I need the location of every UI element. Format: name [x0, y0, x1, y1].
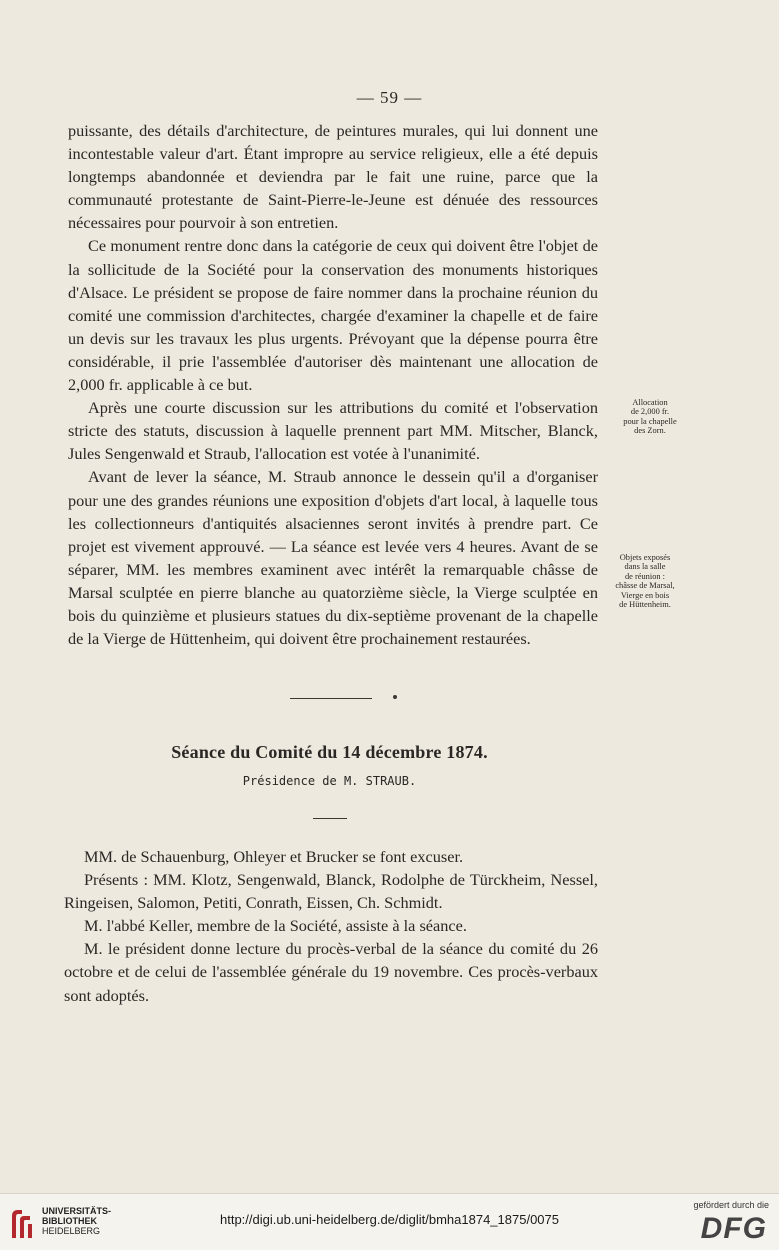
- margin-note-line: de réunion :: [624, 571, 665, 581]
- library-name-line: BIBLIOTHEK: [42, 1216, 97, 1226]
- margin-note-allocation: [608, 398, 692, 436]
- paragraph: Avant de lever la séance, M. Straub annonce le dessein qu'il a d'organiser pour une des grandes réunions une exposition d'objets d'art local, à laquelle tous les collectionneurs d'antiquités alsaciennes seront invités à prendre part. Ce projet est vivement approuvé. — La séance est levée vers 4 heures. Avant de se séparer, MM. les membres examinent avec intérêt la remarquable châsse de Marsal sculptée en pierre blanche au quatorzième siècle, la Vierge sculptée en bois du quinzième et plusieurs statues du dix-septième provenant de la chapelle de la Vierge de Hüttenheim, qui doivent être prochainement restaurées.: [68, 467, 598, 649]
- body-text-bottom: [64, 845, 598, 1007]
- margin-note-line: pour la chapelle: [623, 416, 677, 426]
- paragraph: Après une courte discussion sur les attributions du comité et l'observation stricte des statuts, discussion à laquelle prennent part MM. Mitscher, Blanck, Jules Sengenwald et Straub, l'allocation est votée à l'unanimité.: [68, 398, 598, 464]
- margin-note-line: de Hüttenheim.: [619, 600, 671, 610]
- source-url-link[interactable]: http://digi.ub.uni-heidelberg.de/diglit/bmha1874_1875/0075: [220, 1212, 559, 1227]
- page-number: — 59 —: [356, 88, 423, 107]
- divider-dot: [393, 695, 397, 699]
- margin-note-line: dans la salle: [624, 562, 666, 572]
- funded-by-caption: gefördert durch die: [693, 1200, 769, 1210]
- dfg-logo: DFG: [700, 1212, 767, 1245]
- footer-bar: [0, 1193, 779, 1250]
- presidence-line: Présidence de M. STRAUB.: [242, 774, 417, 788]
- paragraph: MM. de Schauenburg, Ohleyer et Brucker se font excuser.: [84, 847, 464, 866]
- margin-note-line: Objets exposés: [619, 553, 671, 562]
- paragraph: M. l'abbé Keller, membre de la Société, assiste à la séance.: [84, 916, 467, 936]
- paragraph: puissante, des détails d'architecture, de peintures murales, qui lui donnent une incontestable valeur d'art. Étant impropre au service religieux, elle a été depuis longtemps abandonnée et deviendra par le fait une ruine, parce que la communauté protestante de Saint-Pierre-le-Jeune est dénuée des ressources nécessaires pour pourvoir à son entretien.: [68, 121, 598, 233]
- margin-note-line: châsse de Marsal,: [615, 581, 675, 591]
- library-name-line: HEIDELBERG: [42, 1226, 101, 1236]
- margin-note-line: Vierge en bois: [620, 590, 670, 600]
- paragraph: M. le président donne lecture du procès-verbal de la séance du comité du 26 octobre et de celui de l'assemblée générale du 19 novembre. Ces procès-verbaux sont adoptés.: [64, 939, 598, 1005]
- body-text-top: [68, 119, 598, 650]
- library-name-line: UNIVERSITÄTS-: [42, 1206, 112, 1216]
- margin-note-line: des Zorn.: [634, 426, 666, 436]
- margin-note-objets: [603, 553, 687, 609]
- section-divider: [290, 698, 372, 699]
- paragraph: Présents : MM. Klotz, Sengenwald, Blanck, Rodolphe de Türckheim, Nessel, Ringeisen, Salomon, Petiti, Conrath, Eissen, Ch. Schmidt.: [64, 870, 598, 913]
- margin-note-line: Allocation: [632, 398, 668, 407]
- margin-note-line: de 2,000 fr.: [630, 407, 670, 417]
- section-title: Séance du Comité du 14 décembre 1874.: [171, 742, 488, 762]
- paragraph: Ce monument rentre donc dans la catégorie de ceux qui doivent être l'objet de la sollicitude de la Société pour la conservation des monuments historiques d'Alsace. Le président se propose de faire nommer dans la prochaine réunion du comité une commission d'architectes, chargée d'examiner la chapelle et de faire un devis sur les travaux les plus urgents. Prévoyant que la dépense pourra être considérable, il prie l'assemblée d'autoriser dès maintenant une allocation de 2,000 fr. applicable à ce but.: [68, 236, 598, 395]
- title-underline: [313, 818, 347, 819]
